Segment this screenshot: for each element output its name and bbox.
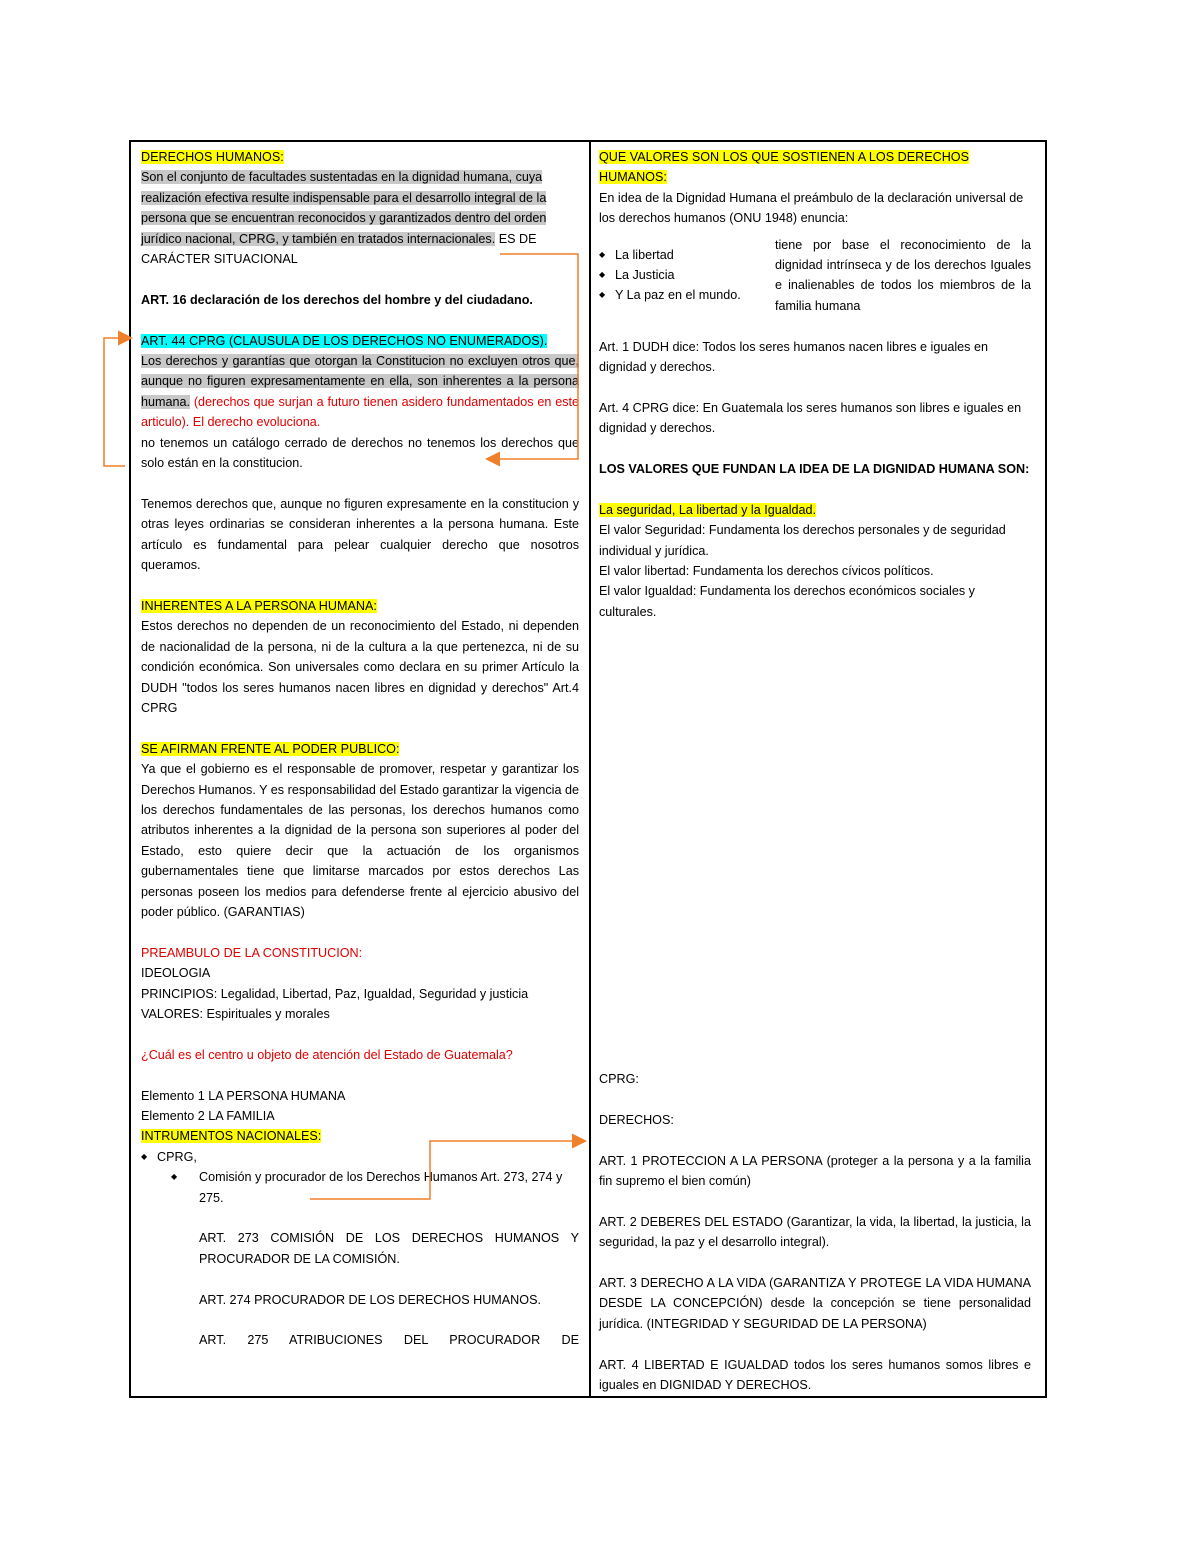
elemento1-text: Elemento 1 LA PERSONA HUMANA <box>141 1088 346 1103</box>
catalogo-text: no tenemos un catálogo cerrado de derechos no tenemos los derechos que solo están en la constitucion. <box>141 435 579 471</box>
values-block <box>599 235 1031 317</box>
list-item-comision: ◆ Comisión y procurador de los Derechos Humanos Art. 273, 274 y 275. <box>141 1167 579 1208</box>
art44-red-note: (derechos que surjan a futuro tienen asidero fundamentados en este articulo). El derecho evoluciona. <box>141 394 579 430</box>
column-divider <box>589 142 591 1396</box>
inherentes-body: Estos derechos no dependen de un reconocimiento del Estado, ni dependen de nacionalidad de la persona, ni de la cultura a la que pertenezca, ni de su condición económica. Son universales como declara en su primer Artículo la DUDH "todos los seres humanos nacen libres en dignidad y derechos" Art.4 CPRG <box>141 619 579 715</box>
pregunta-text: ¿Cuál es el centro u objeto de atención del Estado de Guatemala? <box>141 1047 513 1062</box>
intro-text: En idea de la Dignidad Humana el preámbulo de la declaración universal de los derechos humanos (ONU 1948) enuncia: <box>599 190 1024 226</box>
valor-seguridad-text: El valor Seguridad: Fundamenta los derechos personales y de seguridad individual y jurídica. <box>599 523 1006 558</box>
right-column <box>599 147 1031 1393</box>
elemento2-text: Elemento 2 LA FAMILIA <box>141 1108 275 1123</box>
art275-text: ART. 275 ATRIBUCIONES DEL PROCURADOR DE <box>199 1333 579 1348</box>
art44-body: Los derechos y garantías que otorgan la Constitucion no excluyen otros que, aunque no figuren expresamentamente en ella, son inherentes a la persona humana. <box>141 354 579 409</box>
values-side-text: tiene por base el reconocimiento de la dignidad intrínseca y de los derechos Iguales e inalienables de todos los miembros de la familia humana <box>775 237 1031 313</box>
valores-text: VALORES: Espirituales y morales <box>141 1006 330 1021</box>
fundan-values: La seguridad, La libertad y la Igualdad. <box>599 502 817 517</box>
tenemos-text: Tenemos derechos que, aunque no figuren expresamente en la constitucion y otras leyes ordinarias se consideran inherentes a la persona humana. Este artículo es fundamental para pelear cualquier derecho que nosotros queramos. <box>141 496 579 573</box>
heading-derechos-humanos: DERECHOS HUMANOS: <box>141 150 284 164</box>
list-item-paz: ◆ Y La paz en el mundo. <box>599 285 759 305</box>
cprg-heading: CPRG: <box>599 1072 639 1086</box>
cprg-block <box>599 1069 1031 1395</box>
ideologia-text: IDEOLOGIA <box>141 966 211 981</box>
list-item-cprg: ◆ CPRG, <box>141 1147 579 1167</box>
dh-situacional: ES DE CARÁCTER SITUACIONAL <box>141 231 537 267</box>
heading-poder-publico: SE AFIRMAN FRENTE AL PODER PUBLICO: <box>141 741 400 756</box>
left-column <box>141 147 579 1351</box>
principios-text: PRINCIPIOS: Legalidad, Libertad, Paz, Igualdad, Seguridad y justicia <box>141 986 529 1001</box>
heading-preambulo: PREAMBULO DE LA CONSTITUCION: <box>141 945 363 960</box>
heading-art44: ART. 44 CPRG (CLAUSULA DE LOS DERECHOS NO ENUMERADOS). <box>141 333 548 348</box>
art1-dudh-text: Art. 1 DUDH dice: Todos los seres humanos nacen libres e iguales en dignidad y derechos. <box>599 339 988 375</box>
arrow-left-bracket <box>104 338 130 466</box>
heading-instrumentos: INTRUMENTOS NACIONALES: <box>141 1129 322 1144</box>
poder-publico-body: Ya que el gobierno es el responsable de promover, respetar y garantizar los Derechos Humanos. Y es responsabilidad del Estado garantizar la vigencia de los derechos fundamentales de las personas, los derechos humanos como atributos inherentes a la dignidad de la persona son superiores al poder del Estado, esto quiere decir que la actuación de los organismos gubernamentales tiene que limitarse marcados por estos derechos Las personas poseen los medios para defenderse frente al ejercicio abusivo del poder público. (GARANTIAS) <box>141 762 579 919</box>
art274-text: ART. 274 PROCURADOR DE LOS DERECHOS HUMANOS. <box>199 1292 541 1307</box>
art2-text: ART. 2 DEBERES DEL ESTADO (Garantizar, la vida, la libertad, la justicia, la seguridad, la paz y el desarrollo integral). <box>599 1214 1031 1250</box>
art273-text: ART. 273 COMISIÓN DE LOS DERECHOS HUMANOS Y PROCURADOR DE LA COMISIÓN. <box>199 1231 579 1266</box>
valor-libertad-text: El valor libertad: Fundamenta los derechos cívicos políticos. <box>599 564 934 579</box>
values-list <box>599 235 759 317</box>
art1-text: ART. 1 PROTECCION A LA PERSONA (proteger a la persona y a la familia fin supremo el bien común) <box>599 1153 1031 1188</box>
art3-text: ART. 3 DERECHO A LA VIDA (GARANTIZA Y PROTEGE LA VIDA HUMANA DESDE LA CONCEPCIÓN) desde la concepción se tiene personalidad jurídica. (INTEGRIDAD Y SEGURIDAD DE LA PERSONA) <box>599 1276 1031 1331</box>
derechos-heading: DERECHOS: <box>599 1112 674 1127</box>
heading-fundan: LOS VALORES QUE FUNDAN LA IDEA DE LA DIGNIDAD HUMANA SON: <box>599 462 1030 477</box>
list-item-justicia: ◆ La Justicia <box>599 265 759 285</box>
heading-valores-sostienen: QUE VALORES SON LOS QUE SOSTIENEN A LOS DERECHOS HUMANOS: <box>599 150 969 185</box>
heading-inherentes: INHERENTES A LA PERSONA HUMANA: <box>141 598 377 613</box>
list-item-libertad: ◆ La libertad <box>599 245 759 265</box>
art4-text: ART. 4 LIBERTAD E IGUALDAD todos los seres humanos somos libres e iguales en DIGNIDAD Y DERECHOS. <box>599 1357 1031 1393</box>
art16-text: ART. 16 declaración de los derechos del hombre y del ciudadano. <box>141 292 533 307</box>
dh-definition: Son el conjunto de facultades sustentadas en la dignidad humana, cuya realización efectiva resulte indispensable para el desarrollo integral de la persona que se encuentran reconocidos y garantizados dentro del orden jurídico nacional, CPRG, y también en tratados internacionales. <box>141 170 547 246</box>
notes-table <box>129 140 1047 1398</box>
valor-igualdad-text: El valor Igualdad: Fundamenta los derechos económicos sociales y culturales. <box>599 584 975 619</box>
art4-cprg-text: Art. 4 CPRG dice: En Guatemala los seres humanos son libres e iguales en dignidad y derechos. <box>599 400 1022 436</box>
